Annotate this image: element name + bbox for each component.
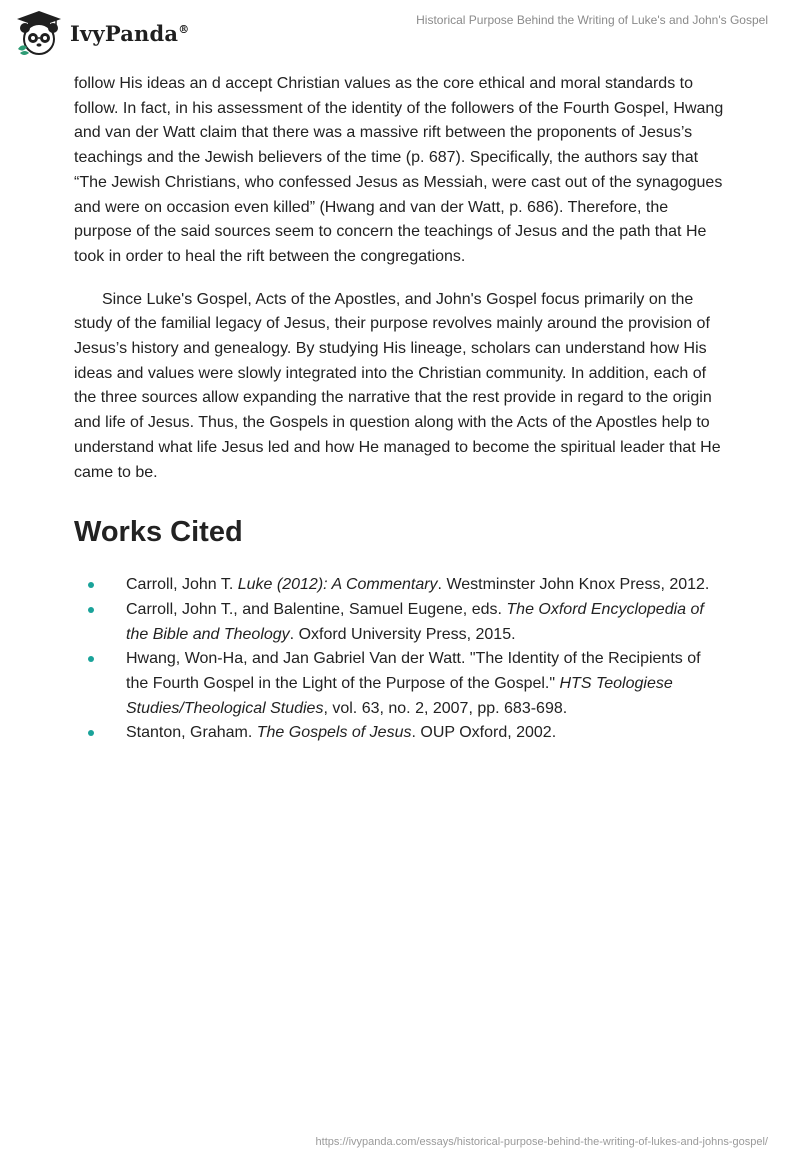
footer-url-link[interactable]: https://ivypanda.com/essays/historical-purpose-behind-the-writing-of-lukes-and-johns-gospel/ (315, 1136, 768, 1148)
essay-content (74, 72, 724, 746)
body-paragraph-1: follow His ideas an d accept Christian values as the core ethical and moral standards to follow. In fact, in his assessment of the identity of the followers of the Fourth Gospel, Hwang and van der Watt claim that there was a massive rift between the proponents of Jesus’s teachings and the Jewish believers of the time (p. 687). Specifically, the authors say that “The Jewish Christians, who confessed Jesus as Messiah, were cast out of the synagogues and were on occasion even killed” (Hwang and van der Watt, p. 686). Therefore, the purpose of the said sources seem to concern the teachings of Jesus and the path that He took in order to heal the rift between the congregations. (74, 75, 724, 265)
brand-name: IvyPanda® (70, 20, 190, 46)
body-paragraph-2: Since Luke's Gospel, Acts of the Apostles, and John's Gospel focus primarily on the study of the familial legacy of Jesus, their purpose revolves mainly around the provision of Jesus’s history and genealogy. By studying His lineage, scholars can understand how His ideas and values were slowly integrated into the Christian community. In addition, each of the three sources allow expanding the narrative that the rest provide in regard to the origin and life of Jesus. Thus, the Gospels in question along with the Acts of the Apostles help to understand what life Jesus led and how He managed to become the spiritual leader that He came to be. (74, 290, 721, 481)
panda-graduate-icon (14, 9, 64, 57)
bullet-icon (88, 656, 94, 662)
bullet-icon (88, 607, 94, 613)
citation-title: HTS Teologiese Studies/Theological Studies (126, 675, 673, 717)
citation-title: Luke (2012): A Commentary (237, 576, 438, 594)
bullet-icon (88, 582, 94, 588)
bullet-icon (88, 730, 94, 736)
ivypanda-logo[interactable] (14, 8, 204, 58)
citation-item: Carroll, John T., and Balentine, Samuel Eugene, eds. The Oxford Encyclopedia of the Bible and Theology. Oxford University Press, 2015. (74, 598, 724, 647)
works-cited-list (74, 573, 724, 746)
citation-title: The Gospels of Jesus (256, 724, 412, 742)
citation-item: Hwang, Won-Ha, and Jan Gabriel Van der Watt. "The Identity of the Recipients of the Fourth Gospel in the Light of the Purpose of the Gospel." HTS Teologiese Studies/Theological Studies, vol. 63, no. 2, 2007, pp. 683-698. (74, 647, 724, 721)
registered-mark: ® (178, 22, 190, 36)
running-title: Historical Purpose Behind the Writing of Luke's and John's Gospel (416, 13, 768, 27)
citation-item: Carroll, John T. Luke (2012): A Commentary. Westminster John Knox Press, 2012. (74, 573, 724, 598)
page-header (0, 0, 800, 70)
citation-item: Stanton, Graham. The Gospels of Jesus. OUP Oxford, 2002. (74, 721, 724, 746)
citation-title: The Oxford Encyclopedia of the Bible and Theology (126, 600, 704, 643)
works-cited-heading: Works Cited (74, 516, 243, 549)
